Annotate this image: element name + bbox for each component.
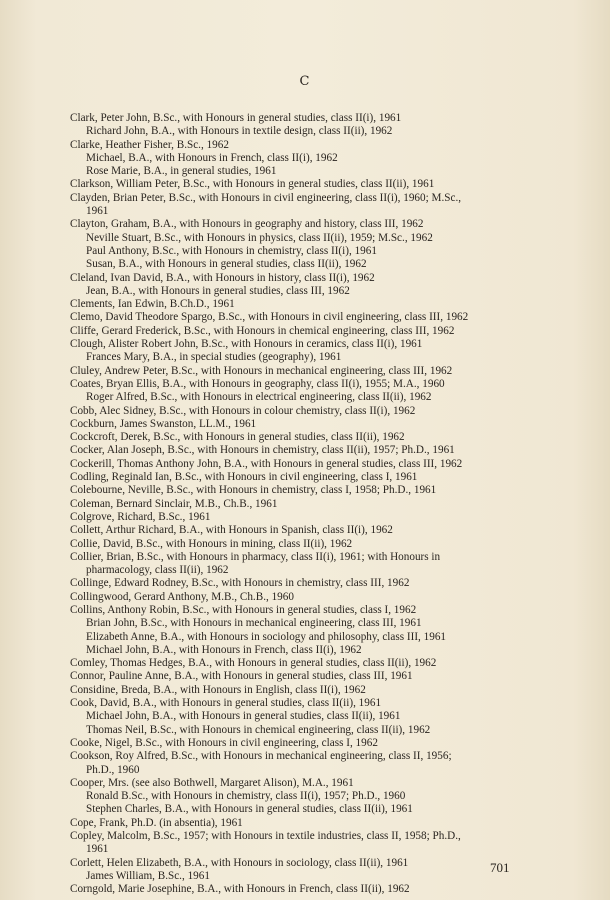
entry-line: James William, B.Sc., 1961 bbox=[86, 869, 210, 882]
entry-line: Ronald B.Sc., with Honours in chemistry, class II(i), 1957; Ph.D., 1960 bbox=[86, 790, 406, 803]
entry-line: pharmacology, class II(ii), 1962 bbox=[86, 564, 229, 577]
entry-line: Michael, B.A., with Honours in French, class II(i), 1962 bbox=[86, 151, 338, 164]
entry-line: Connor, Pauline Anne, B.A., with Honours in general studies, class III, 1961 bbox=[70, 670, 413, 683]
entry-line: Cook, David, B.A., with Honours in general studies, class II(ii), 1961 bbox=[70, 697, 382, 710]
entry-line: Considine, Breda, B.A., with Honours in English, class II(i), 1962 bbox=[70, 683, 366, 696]
register-subentry bbox=[70, 617, 530, 630]
register-entries bbox=[70, 112, 530, 897]
entry-line: Cliffe, Gerard Frederick, B.Sc., with Honours in chemical engineering, class III, 1962 bbox=[70, 324, 455, 337]
register-entry bbox=[70, 817, 530, 830]
entry-line: Colebourne, Neville, B.Sc., with Honours in chemistry, class I, 1958; Ph.D., 1961 bbox=[70, 484, 437, 497]
entry-line: 1961 bbox=[86, 843, 109, 856]
entry-line: Coates, Bryan Ellis, B.A., with Honours in geography, class II(i), 1955; M.A., 1960 bbox=[70, 377, 445, 390]
register-entry bbox=[70, 431, 530, 444]
register-entry bbox=[70, 365, 530, 378]
entry-line: Collie, David, B.Sc., with Honours in mining, class II(ii), 1962 bbox=[70, 537, 353, 550]
entry-line: Clayton, Graham, B.A., with Honours in geography and history, class III, 1962 bbox=[70, 218, 424, 231]
register-entry bbox=[70, 777, 530, 790]
entry-line: Cockerill, Thomas Anthony John, B.A., with Honours in general studies, class III, 1962 bbox=[70, 457, 463, 470]
register-entry bbox=[70, 857, 530, 870]
register-entry bbox=[70, 498, 530, 511]
entry-line: Corlett, Helen Elizabeth, B.A., with Honours in sociology, class II(ii), 1961 bbox=[70, 856, 409, 869]
entry-line: Thomas Neil, B.Sc., with Honours in chemical engineering, class II(ii), 1962 bbox=[86, 723, 431, 736]
entry-line: Clough, Alister Robert John, B.Sc., with Honours in ceramics, class II(i), 1961 bbox=[70, 338, 423, 351]
entry-line: Cobb, Alec Sidney, B.Sc., with Honours in colour chemistry, class II(i), 1962 bbox=[70, 404, 416, 417]
register-entry bbox=[70, 418, 530, 431]
entry-line: Coleman, Bernard Sinclair, M.B., Ch.B., 1961 bbox=[70, 497, 278, 510]
register-subentry bbox=[70, 285, 530, 298]
register-entry bbox=[70, 737, 530, 750]
register-subentry bbox=[70, 644, 530, 657]
register-entry bbox=[70, 311, 530, 324]
entry-line: Corngold, Marie Josephine, B.A., with Honours in French, class II(ii), 1962 bbox=[70, 883, 410, 896]
register-entry bbox=[70, 192, 530, 219]
entry-line: Neville Stuart, B.Sc., with Honours in physics, class II(ii), 1959; M.Sc., 1962 bbox=[86, 231, 433, 244]
entry-line: Cooper, Mrs. (see also Bothwell, Margaret Alison), M.A., 1961 bbox=[70, 776, 354, 789]
register-entry bbox=[70, 378, 530, 391]
register-entry bbox=[70, 697, 530, 710]
register-subentry bbox=[70, 803, 530, 816]
register-entry bbox=[70, 405, 530, 418]
entry-line: Cleland, Ivan David, B.A., with Honours in history, class II(i), 1962 bbox=[70, 271, 375, 284]
register-subentry bbox=[70, 724, 530, 737]
register-subentry bbox=[70, 165, 530, 178]
register-entry bbox=[70, 471, 530, 484]
register-entry bbox=[70, 444, 530, 457]
register-entry bbox=[70, 657, 530, 670]
entry-line: Jean, B.A., with Honours in general studies, class III, 1962 bbox=[86, 284, 350, 297]
register-subentry bbox=[70, 245, 530, 258]
register-subentry bbox=[70, 232, 530, 245]
section-letter: C bbox=[299, 74, 311, 89]
register-entry bbox=[70, 883, 530, 896]
register-entry bbox=[70, 484, 530, 497]
entry-line: Clemo, David Theodore Spargo, B.Sc., with Honours in civil engineering, class III, 1962 bbox=[70, 311, 469, 324]
register-entry bbox=[70, 178, 530, 191]
entry-line: Clayden, Brian Peter, B.Sc., with Honours in civil engineering, class II(i), 1960; M.Sc., bbox=[70, 191, 462, 204]
entry-line: 1961 bbox=[86, 205, 109, 218]
entry-line: Collingwood, Gerard Anthony, M.B., Ch.B., 1960 bbox=[70, 590, 294, 603]
register-subentry bbox=[70, 152, 530, 165]
entry-line: Cockburn, James Swanston, LL.M., 1961 bbox=[70, 417, 257, 430]
entry-line: Richard John, B.A., with Honours in textile design, class II(ii), 1962 bbox=[86, 125, 393, 138]
register-entry bbox=[70, 524, 530, 537]
register-entry bbox=[70, 830, 530, 857]
register-entry bbox=[70, 684, 530, 697]
entry-line: Cooke, Nigel, B.Sc., with Honours in civil engineering, class I, 1962 bbox=[70, 736, 378, 749]
entry-line: Michael John, B.A., with Honours in French, class II(i), 1962 bbox=[86, 643, 362, 656]
register-entry bbox=[70, 591, 530, 604]
register-entry bbox=[70, 511, 530, 524]
page-number: 701 bbox=[490, 860, 510, 875]
register-entry bbox=[70, 338, 530, 351]
register-subentry bbox=[70, 710, 530, 723]
entry-line: Frances Mary, B.A., in special studies (geography), 1961 bbox=[86, 351, 342, 364]
register-subentry bbox=[70, 631, 530, 644]
register-entry bbox=[70, 750, 530, 777]
register-entry bbox=[70, 139, 530, 152]
entry-line: Codling, Reginald Ian, B.Sc., with Honours in civil engineering, class I, 1961 bbox=[70, 471, 418, 484]
register-subentry bbox=[70, 790, 530, 803]
entry-line: Roger Alfred, B.Sc., with Honours in electrical engineering, class II(ii), 1962 bbox=[86, 391, 432, 404]
entry-line: Susan, B.A., with Honours in general studies, class II(ii), 1962 bbox=[86, 258, 367, 271]
entry-line: Clark, Peter John, B.Sc., with Honours in general studies, class II(i), 1961 bbox=[70, 112, 402, 124]
entry-line: Michael John, B.A., with Honours in general studies, class II(ii), 1961 bbox=[86, 710, 401, 723]
entry-line: Cookson, Roy Alfred, B.Sc., with Honours in mechanical engineering, class II, 1956; bbox=[70, 750, 452, 763]
entry-line: Rose Marie, B.A., in general studies, 1961 bbox=[86, 165, 277, 178]
entry-line: Collier, Brian, B.Sc., with Honours in pharmacy, class II(i), 1961; with Honours in bbox=[70, 550, 441, 563]
entry-line: Elizabeth Anne, B.A., with Honours in sociology and philosophy, class III, 1961 bbox=[86, 630, 447, 643]
register-subentry bbox=[70, 391, 530, 404]
register-subentry bbox=[70, 258, 530, 271]
register-entry bbox=[70, 272, 530, 285]
entry-line: Paul Anthony, B.Sc., with Honours in chemistry, class II(i), 1961 bbox=[86, 244, 377, 257]
entry-line: Collinge, Edward Rodney, B.Sc., with Honours in chemistry, class III, 1962 bbox=[70, 577, 410, 590]
register-entry bbox=[70, 458, 530, 471]
register-entry bbox=[70, 112, 530, 125]
register-entry bbox=[70, 325, 530, 338]
entry-line: Clements, Ian Edwin, B.Ch.D., 1961 bbox=[70, 298, 235, 311]
register-entry bbox=[70, 538, 530, 551]
entry-line: Brian John, B.Sc., with Honours in mechanical engineering, class III, 1961 bbox=[86, 617, 422, 630]
entry-line: Cockcroft, Derek, B.Sc., with Honours in general studies, class II(ii), 1962 bbox=[70, 431, 405, 444]
entry-line: Stephen Charles, B.A., with Honours in general studies, class II(ii), 1961 bbox=[86, 803, 413, 816]
entry-line: Cluley, Andrew Peter, B.Sc., with Honours in mechanical engineering, class III, 1962 bbox=[70, 364, 453, 377]
register-entry bbox=[70, 551, 530, 578]
register-subentry bbox=[70, 125, 530, 138]
register-entry bbox=[70, 604, 530, 617]
register-entry bbox=[70, 218, 530, 231]
entry-line: Clarke, Heather Fisher, B.Sc., 1962 bbox=[70, 138, 229, 151]
entry-line: Copley, Malcolm, B.Sc., 1957; with Honours in textile industries, class II, 1958; Ph.D., bbox=[70, 830, 461, 843]
entry-line: Colgrove, Richard, B.Sc., 1961 bbox=[70, 510, 211, 523]
entry-line: Collett, Arthur Richard, B.A., with Honours in Spanish, class II(i), 1962 bbox=[70, 524, 393, 537]
register-entry bbox=[70, 298, 530, 311]
entry-line: Comley, Thomas Hedges, B.A., with Honours in general studies, class II(ii), 1962 bbox=[70, 657, 437, 670]
entry-line: Cope, Frank, Ph.D. (in absentia), 1961 bbox=[70, 816, 243, 829]
register-entry bbox=[70, 670, 530, 683]
register-subentry bbox=[70, 870, 530, 883]
register-subentry bbox=[70, 351, 530, 364]
entry-line: Collins, Anthony Robin, B.Sc., with Honours in general studies, class I, 1962 bbox=[70, 603, 417, 616]
entry-line: Cocker, Alan Joseph, B.Sc., with Honours in chemistry, class II(ii), 1957; Ph.D., 1961 bbox=[70, 444, 455, 457]
register-entry bbox=[70, 577, 530, 590]
entry-line: Ph.D., 1960 bbox=[86, 763, 140, 776]
entry-line: Clarkson, William Peter, B.Sc., with Honours in general studies, class II(ii), 1961 bbox=[70, 178, 435, 191]
